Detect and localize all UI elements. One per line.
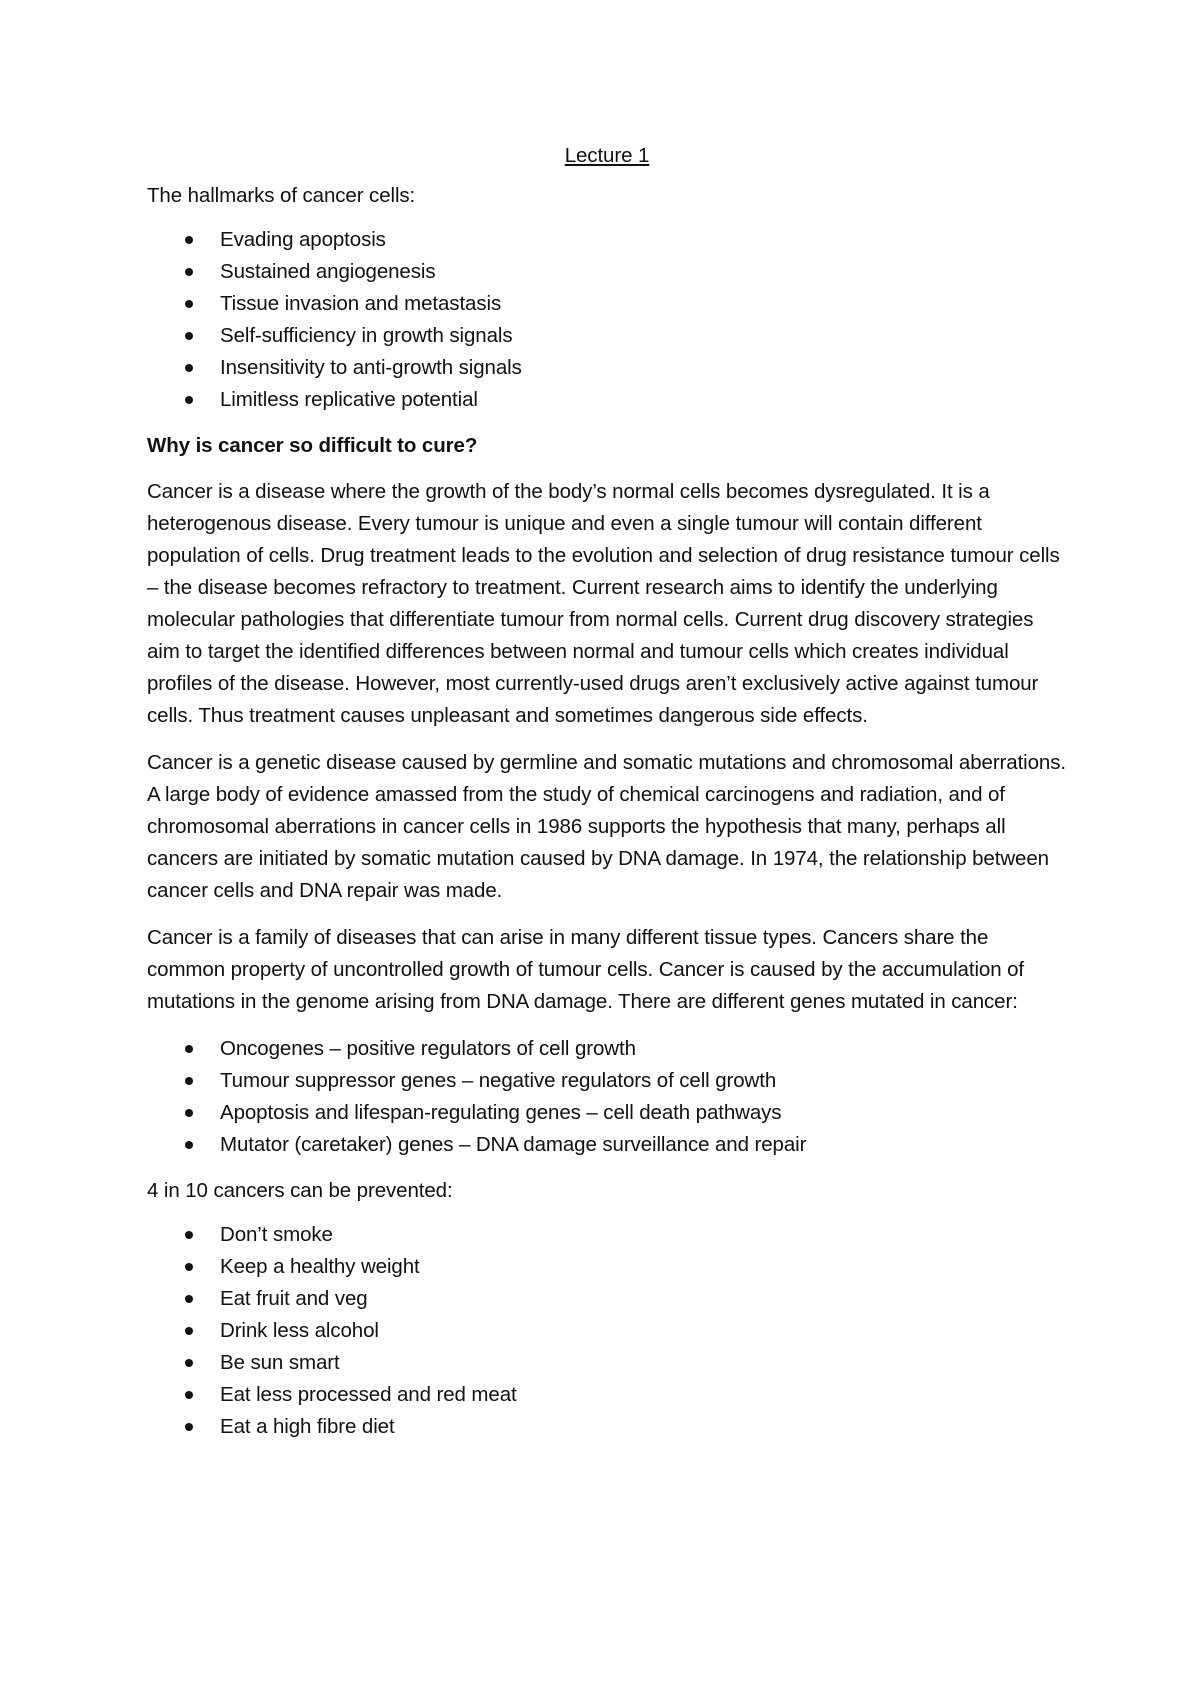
list-item-text: Eat fruit and veg bbox=[220, 1287, 368, 1310]
list-item-text: Don’t smoke bbox=[220, 1223, 333, 1246]
list-item bbox=[147, 1033, 1067, 1065]
bullet-icon bbox=[185, 1359, 193, 1367]
list-item-text: Insensitivity to anti-growth signals bbox=[220, 356, 522, 379]
bullet-icon bbox=[185, 1391, 193, 1399]
bullet-icon bbox=[185, 1327, 193, 1335]
list-item-text: Sustained angiogenesis bbox=[220, 260, 436, 283]
bullet-icon bbox=[185, 1423, 193, 1431]
list-item-text: Evading apoptosis bbox=[220, 228, 386, 251]
list-item bbox=[147, 1411, 1067, 1443]
list-item bbox=[147, 1129, 1067, 1161]
list-item-text: Limitless replicative potential bbox=[220, 388, 478, 411]
bullet-icon bbox=[185, 236, 193, 244]
list-item bbox=[147, 352, 1067, 384]
bullet-icon bbox=[185, 1141, 193, 1149]
list-item bbox=[147, 1065, 1067, 1097]
list-item bbox=[147, 320, 1067, 352]
list-item-text: Mutator (caretaker) genes – DNA damage surveillance and repair bbox=[220, 1133, 807, 1156]
page-title: Lecture 1 bbox=[564, 144, 650, 167]
list-item-text: Apoptosis and lifespan-regulating genes – cell death pathways bbox=[220, 1101, 782, 1124]
section-heading: Why is cancer so difficult to cure? bbox=[147, 434, 478, 457]
prevention-list bbox=[147, 1219, 1067, 1443]
hallmarks-intro: The hallmarks of cancer cells: bbox=[147, 184, 416, 207]
list-item bbox=[147, 1379, 1067, 1411]
paragraph: Cancer is a genetic disease caused by germline and somatic mutations and chromosomal aberrations. A large body of evidence amassed from the study of chemical carcinogens and radiation, and of chromosomal aberrations in cancer cells in 1986 supports the hypothesis that many, perhaps all cancers are initiated by somatic mutation caused by DNA damage. In 1974, the relationship between cancer cells and DNA repair was made. bbox=[147, 751, 1066, 902]
bullet-icon bbox=[185, 1045, 193, 1053]
list-item bbox=[147, 1283, 1067, 1315]
bullet-icon bbox=[185, 1077, 193, 1085]
bullet-icon bbox=[185, 332, 193, 340]
bullet-icon bbox=[185, 268, 193, 276]
list-item-text: Oncogenes – positive regulators of cell growth bbox=[220, 1037, 636, 1060]
list-item bbox=[147, 384, 1067, 416]
paragraph: Cancer is a disease where the growth of the body’s normal cells becomes dysregulated. It is a heterogenous disease. Every tumour is unique and even a single tumour will contain different population of cells. Drug treatment leads to the evolution and selection of drug resistance tumour cells – the disease becomes refractory to treatment. Current research aims to identify the underlying molecular pathologies that differentiate tumour from normal cells. Current drug discovery strategies aim to target the identified differences between normal and tumour cells which creates individual profiles of the disease. However, most currently-used drugs aren’t exclusively active against tumour cells. Thus treatment causes unpleasant and sometimes dangerous side effects. bbox=[147, 480, 1060, 727]
bullet-icon bbox=[185, 1295, 193, 1303]
list-item-text: Tissue invasion and metastasis bbox=[220, 292, 502, 315]
bullet-icon bbox=[185, 396, 193, 404]
bullet-icon bbox=[185, 1263, 193, 1271]
list-item bbox=[147, 1315, 1067, 1347]
bullet-icon bbox=[185, 1109, 193, 1117]
list-item bbox=[147, 1347, 1067, 1379]
list-item bbox=[147, 256, 1067, 288]
bullet-icon bbox=[185, 1231, 193, 1239]
list-item bbox=[147, 288, 1067, 320]
list-item bbox=[147, 1097, 1067, 1129]
list-item bbox=[147, 1251, 1067, 1283]
hallmarks-list bbox=[147, 224, 1067, 416]
list-item-text: Drink less alcohol bbox=[220, 1319, 379, 1342]
list-item-text: Be sun smart bbox=[220, 1351, 340, 1374]
list-item-text: Keep a healthy weight bbox=[220, 1255, 420, 1278]
list-item-text: Tumour suppressor genes – negative regulators of cell growth bbox=[220, 1069, 777, 1092]
list-item-text: Eat less processed and red meat bbox=[220, 1383, 517, 1406]
gene-types-list bbox=[147, 1033, 1067, 1161]
prevention-intro: 4 in 10 cancers can be prevented: bbox=[147, 1179, 453, 1202]
document-page bbox=[147, 140, 1067, 1457]
list-item bbox=[147, 224, 1067, 256]
bullet-icon bbox=[185, 300, 193, 308]
list-item-text: Self-sufficiency in growth signals bbox=[220, 324, 513, 347]
list-item-text: Eat a high fibre diet bbox=[220, 1415, 395, 1438]
paragraph: Cancer is a family of diseases that can arise in many different tissue types. Cancers share the common property of uncontrolled growth of tumour cells. Cancer is caused by the accumulation of mutations in the genome arising from DNA damage. There are different genes mutated in cancer: bbox=[147, 926, 1024, 1013]
bullet-icon bbox=[185, 364, 193, 372]
list-item bbox=[147, 1219, 1067, 1251]
